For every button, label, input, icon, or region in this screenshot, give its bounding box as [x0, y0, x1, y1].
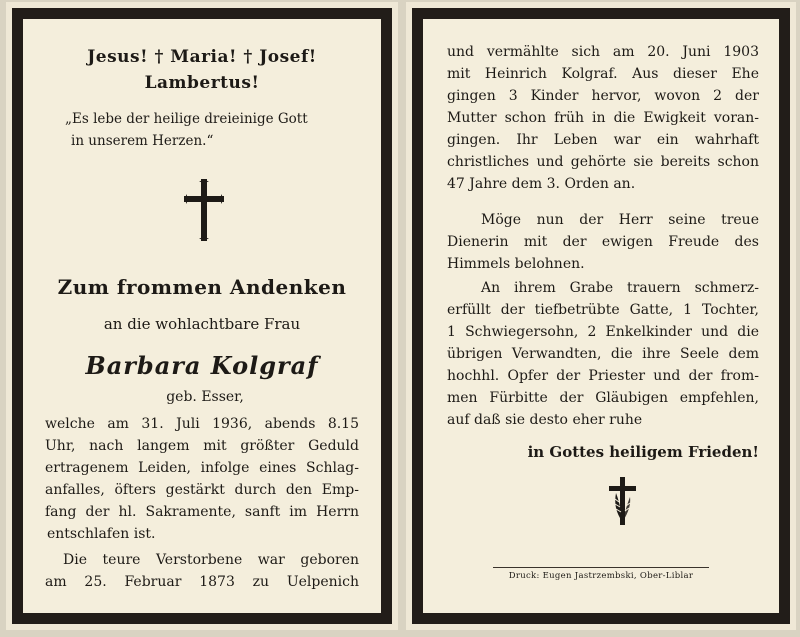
quote-line-1: „Es lebe der heilige dreieinige Gott [65, 111, 308, 127]
text-line: mit Heinrich Kolgraf. Aus dieser Ehe [447, 66, 759, 82]
text-line: ertragenem Leiden, infolge eines Schlag- [45, 460, 359, 476]
text-line: entschlafen ist. [47, 526, 156, 542]
text-line: gingen 3 Kinder hervor, wovon 2 der [447, 88, 759, 104]
cross-with-palm-icon [606, 477, 638, 525]
text-line: christliches und gehörte sie bereits schon [447, 154, 759, 170]
invocation-line-1: Jesus! † Maria! † Josef! [87, 47, 317, 67]
maiden-name: geb. Esser, [166, 389, 244, 405]
subheading: an die wohlachtbare Frau [103, 315, 301, 333]
cross-icon [184, 179, 224, 241]
left-black-border [12, 8, 392, 624]
text-line: anfalles, öfters gestärkt durch den Emp- [45, 482, 359, 498]
text-line: Uhr, nach langem mit größter Geduld [45, 438, 359, 454]
text-line: erfüllt der tiefbetrübte Gatte, 1 Tochter, [447, 302, 759, 318]
quote-line-2: in unserem Herzen.“ [71, 133, 214, 149]
left-paragraph-1 [45, 413, 359, 545]
text-line: Himmels belohnen. [447, 256, 585, 272]
right-paragraph-2 [447, 209, 759, 275]
text-line: Mutter schon früh in die Ewigkeit voran- [447, 110, 759, 126]
left-page [6, 2, 398, 630]
text-line: übrigen Verwandten, die ihre Seele dem [447, 346, 759, 362]
printer-credit: Druck: Eugen Jastrzembski, Ober-Liblar [508, 571, 694, 581]
text-line: hochhl. Opfer der Priester und der from- [447, 368, 759, 384]
text-line: fang der hl. Sakramente, sanft im Herrn [45, 504, 359, 520]
text-line: auf daß sie desto eher ruhe [447, 412, 643, 428]
text-line: Die teure Verstorbene war geboren [63, 552, 359, 568]
text-line: welche am 31. Juli 1936, abends 8.15 [45, 416, 359, 432]
text-line: An ihrem Grabe trauern schmerz- [481, 280, 759, 296]
text-line: am 25. Februar 1873 zu Uelpenich [45, 574, 359, 590]
text-line: gingen. Ihr Leben war ein wahrhaft [447, 132, 759, 148]
text-line: Dienerin mit der ewigen Freude des [447, 234, 759, 250]
text-line: men Fürbitte der Gläubigen empfehlen, [447, 390, 759, 406]
text-line: 47 Jahre dem 3. Orden an. [447, 176, 636, 192]
text-line: Möge nun der Herr seine treue [481, 212, 759, 228]
text-line: 1 Schwiegersohn, 2 Enkelkinder und die [447, 324, 759, 340]
right-black-border [412, 8, 790, 624]
right-paragraph-1 [447, 41, 759, 195]
divider-line [493, 567, 709, 568]
left-paragraph-2 [45, 549, 359, 593]
invocation-line-2: Lambertus! [144, 73, 260, 93]
deceased-name: Barbara Kolgraf [85, 351, 319, 380]
text-line: und vermählte sich am 20. Juni 1903 [447, 44, 759, 60]
heading: Zum frommen Andenken [57, 275, 347, 299]
right-page [406, 2, 796, 630]
right-paragraph-3 [447, 277, 759, 431]
closing-blessing: in Gottes heiligem Frieden! [527, 443, 759, 461]
